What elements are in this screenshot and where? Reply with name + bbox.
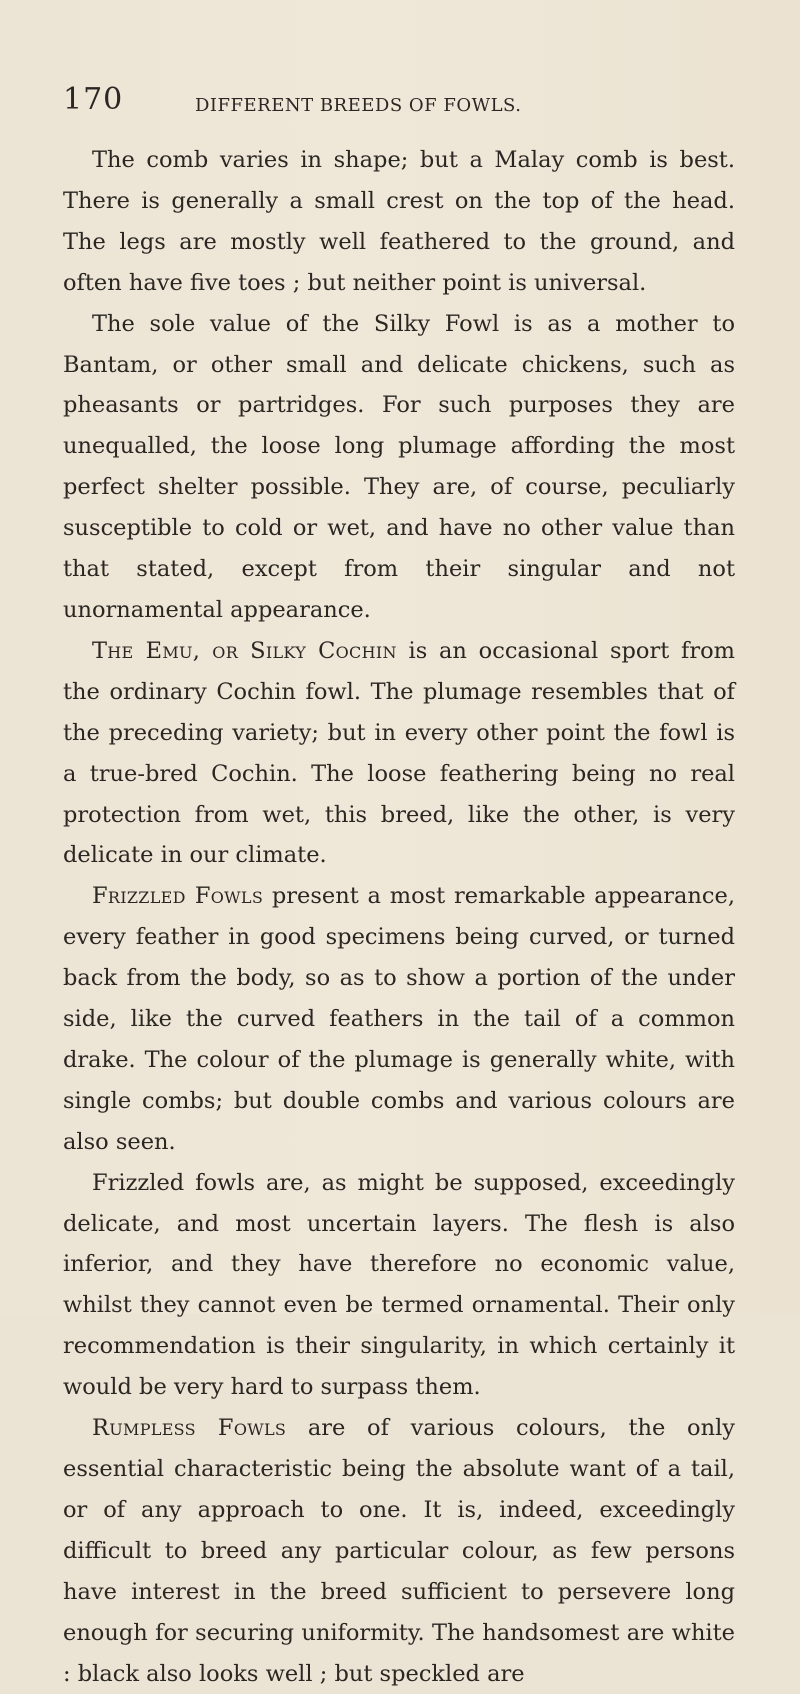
paragraph-text: Frizzled fowls are, as might be supposed, exceedingly delicate, and most uncertain layers. The flesh is also inferior, and they have therefore no economic value, whilst they cannot even be termed ornamental. Their only recommendation is their singularity, in which certainly it would be very hard to surpass them. [63, 1169, 735, 1401]
paragraph-lead: The Emu, or Silky Cochin [92, 637, 397, 664]
paragraph-lead: Rumpless Fowls [92, 1415, 287, 1442]
paragraph-rumpless-fowls [63, 1408, 735, 1694]
paragraph-text: The sole value of the Silky Fowl is as a mother to Bantam, or other small and delicate chickens, such as pheasants or partridges. For such purposes they are unequalled, the loose long plumage affording the most perfect shelter possible. They are, of course, peculiarly susceptible to cold or wet, and have no other value than that stated, except from their singular and not unornamental appearance. [63, 310, 735, 623]
page-number: 170 [63, 82, 124, 117]
paragraph-comb [63, 140, 735, 304]
paragraph-lead: Frizzled Fowls [92, 883, 264, 910]
paragraph-text: present a most remarkable appearance, every feather in good specimens being curved, or turned back from the body, so as to show a portion of the under side, like the curved feathers in the tail of a common drake. The colour of the plumage is generally white, with single combs; but double combs and various colours are also seen. [63, 883, 735, 1155]
running-head: DIFFERENT BREEDS OF FOWLS. [195, 95, 522, 116]
paragraph-frizzled-fowls [63, 876, 735, 1162]
body-text [63, 140, 735, 1694]
paragraph-emu [63, 631, 735, 876]
paragraph-silky-fowl [63, 304, 735, 631]
paragraph-frizzled-value [63, 1163, 735, 1408]
page-header [63, 82, 703, 126]
paragraph-text: The comb varies in shape; but a Malay comb is best. There is generally a small crest on the top of the head. The legs are mostly well feathered to the ground, and often have five toes ; but neither point is universal. [63, 147, 735, 296]
paragraph-text: are of various colours, the only essential characteristic being the absolute want of a tail, or of any approach to one. It is, indeed, exceedingly difficult to breed any particular colour, as few persons have interest in the breed sufficient to persevere long enough for securing uniformity. The handsomest are white : black also looks well ; but speckled are [63, 1415, 736, 1687]
paragraph-text: is an occasional sport from the ordinary Cochin fowl. The plumage resembles that of the preceding variety; but in every other point the fowl is a true-bred Cochin. The loose feathering being no real protection from wet, this breed, like the other, is very delicate in our climate. [63, 637, 735, 869]
